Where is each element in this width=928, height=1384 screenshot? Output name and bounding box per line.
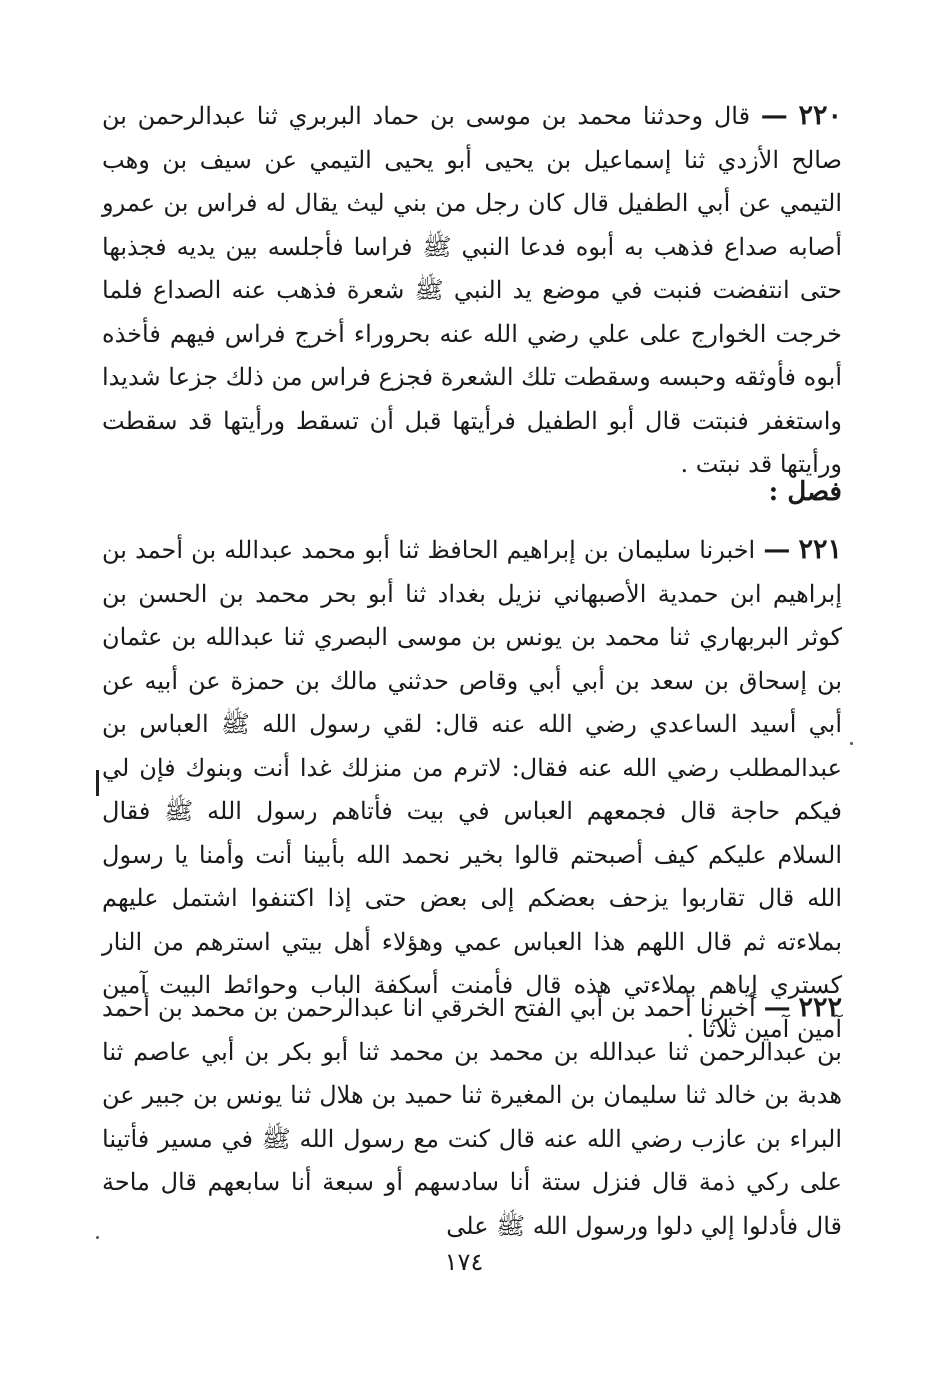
paragraph-text: أخبرنا أحمد بن أبي الفتح الخرقي انا عبدالرحمن بن محمد بن أحمد بن عبدالرحمن ثنا عبدالله بن محمد بن محمد ثنا أبو بكر بن أبي عاصم ثنا هدبة بن خالد ثنا سليمان بن المغيرة ثنا حميد بن هلال ثنا يونس بن جبير عن البراء بن عازب رضي الله عنه قال كنت مع رسول الله ﷺ في مسير فأتينا على ركي ذمة قال فنزل ستة أنا سادسهم أو سبعة أنا سابعهم قال ماحة قال فأدلوا إلي دلوا ورسول الله ﷺ على xyxy=(102,994,842,1240)
hadith-dash: — xyxy=(763,992,791,1023)
paragraph-220 xyxy=(102,94,842,487)
hadith-dash: — xyxy=(763,534,791,565)
section-heading: فصل : xyxy=(768,477,842,507)
scan-speck xyxy=(850,742,853,745)
page-number: ١٧٤ xyxy=(444,1248,484,1276)
scan-speck xyxy=(96,1236,99,1239)
hadith-number-221: ٢٢١ xyxy=(798,534,842,565)
hadith-number-222: ٢٢٢ xyxy=(798,992,842,1023)
paragraph-text: اخبرنا سليمان بن إبراهيم الحافظ ثنا أبو محمد عبدالله بن أحمد بن إبراهيم ابن حمدية الأصبهاني نزيل بغداد ثنا أبو بحر محمد بن الحسن بن كوثر البربهاري ثنا محمد بن يونس بن موسى البصري ثنا عبدالله بن عثمان بن إسحاق بن سعد بن أبي أبي وقاص حدثني مالك بن حمزة عن أبيه عن أبي أسيد الساعدي رضي الله عنه قال: لقي رسول الله ﷺ العباس بن عبدالمطلب رضي الله عنه فقال: لاترم من منزلك غدا أنت وبنوك فإن لي فيكم حاجة قال فجمعهم العباس في بيت فأتاهم رسول الله ﷺ فقال السلام عليكم كيف أصبحتم قالوا بخير نحمد الله بأبينا أنت وأمنا يا رسول الله قال تقاربوا يزحف بعضكم إلى بعض حتى إذا اكتنفوا اشتمل عليهم بملاءته ثم قال اللهم هذا العباس عمي وهؤلاء أهل بيتي استرهم من النار كستري إياهم بملاءتي هذه قال فأمنت أسكفة الباب وحوائط البيت آمين آمين آمين ثلاثا . xyxy=(102,536,842,1043)
scan-mark xyxy=(96,770,99,796)
paragraph-text: قال وحدثنا محمد بن موسى بن حماد البربري ثنا عبدالرحمن بن صالح الأزدي ثنا إسماعيل بن يحيى أبو يحيى التيمي عن سيف بن وهب التيمي عن أبي الطفيل قال كان رجل من بني ليث يقال له فراس بن عمرو أصابه صداع فذهب به أبوه فدعا النبي ﷺ فراسا فأجلسه بين يديه فجذبها حتى انتفضت فنبت في موضع يد النبي ﷺ شعرة فذهب عنه الصداع فلما خرجت الخوارج على علي رضي الله عنه بحروراء أخرج فراس فيهم فأخذه أبوه فأوثقه وحبسه وسقطت تلك الشعرة فجزع فراس من ذلك جزعا شديدا واستغفر فنبتت قال أبو الطفيل فرأيتها قبل أن تسقط ورأيتها قد سقطت ورأيتها قد نبتت . xyxy=(102,102,842,478)
paragraph-221 xyxy=(102,528,842,1051)
hadith-dash: — xyxy=(760,100,788,131)
paragraph-222 xyxy=(102,986,842,1248)
hadith-number-220: ٢٢٠ xyxy=(798,100,842,131)
